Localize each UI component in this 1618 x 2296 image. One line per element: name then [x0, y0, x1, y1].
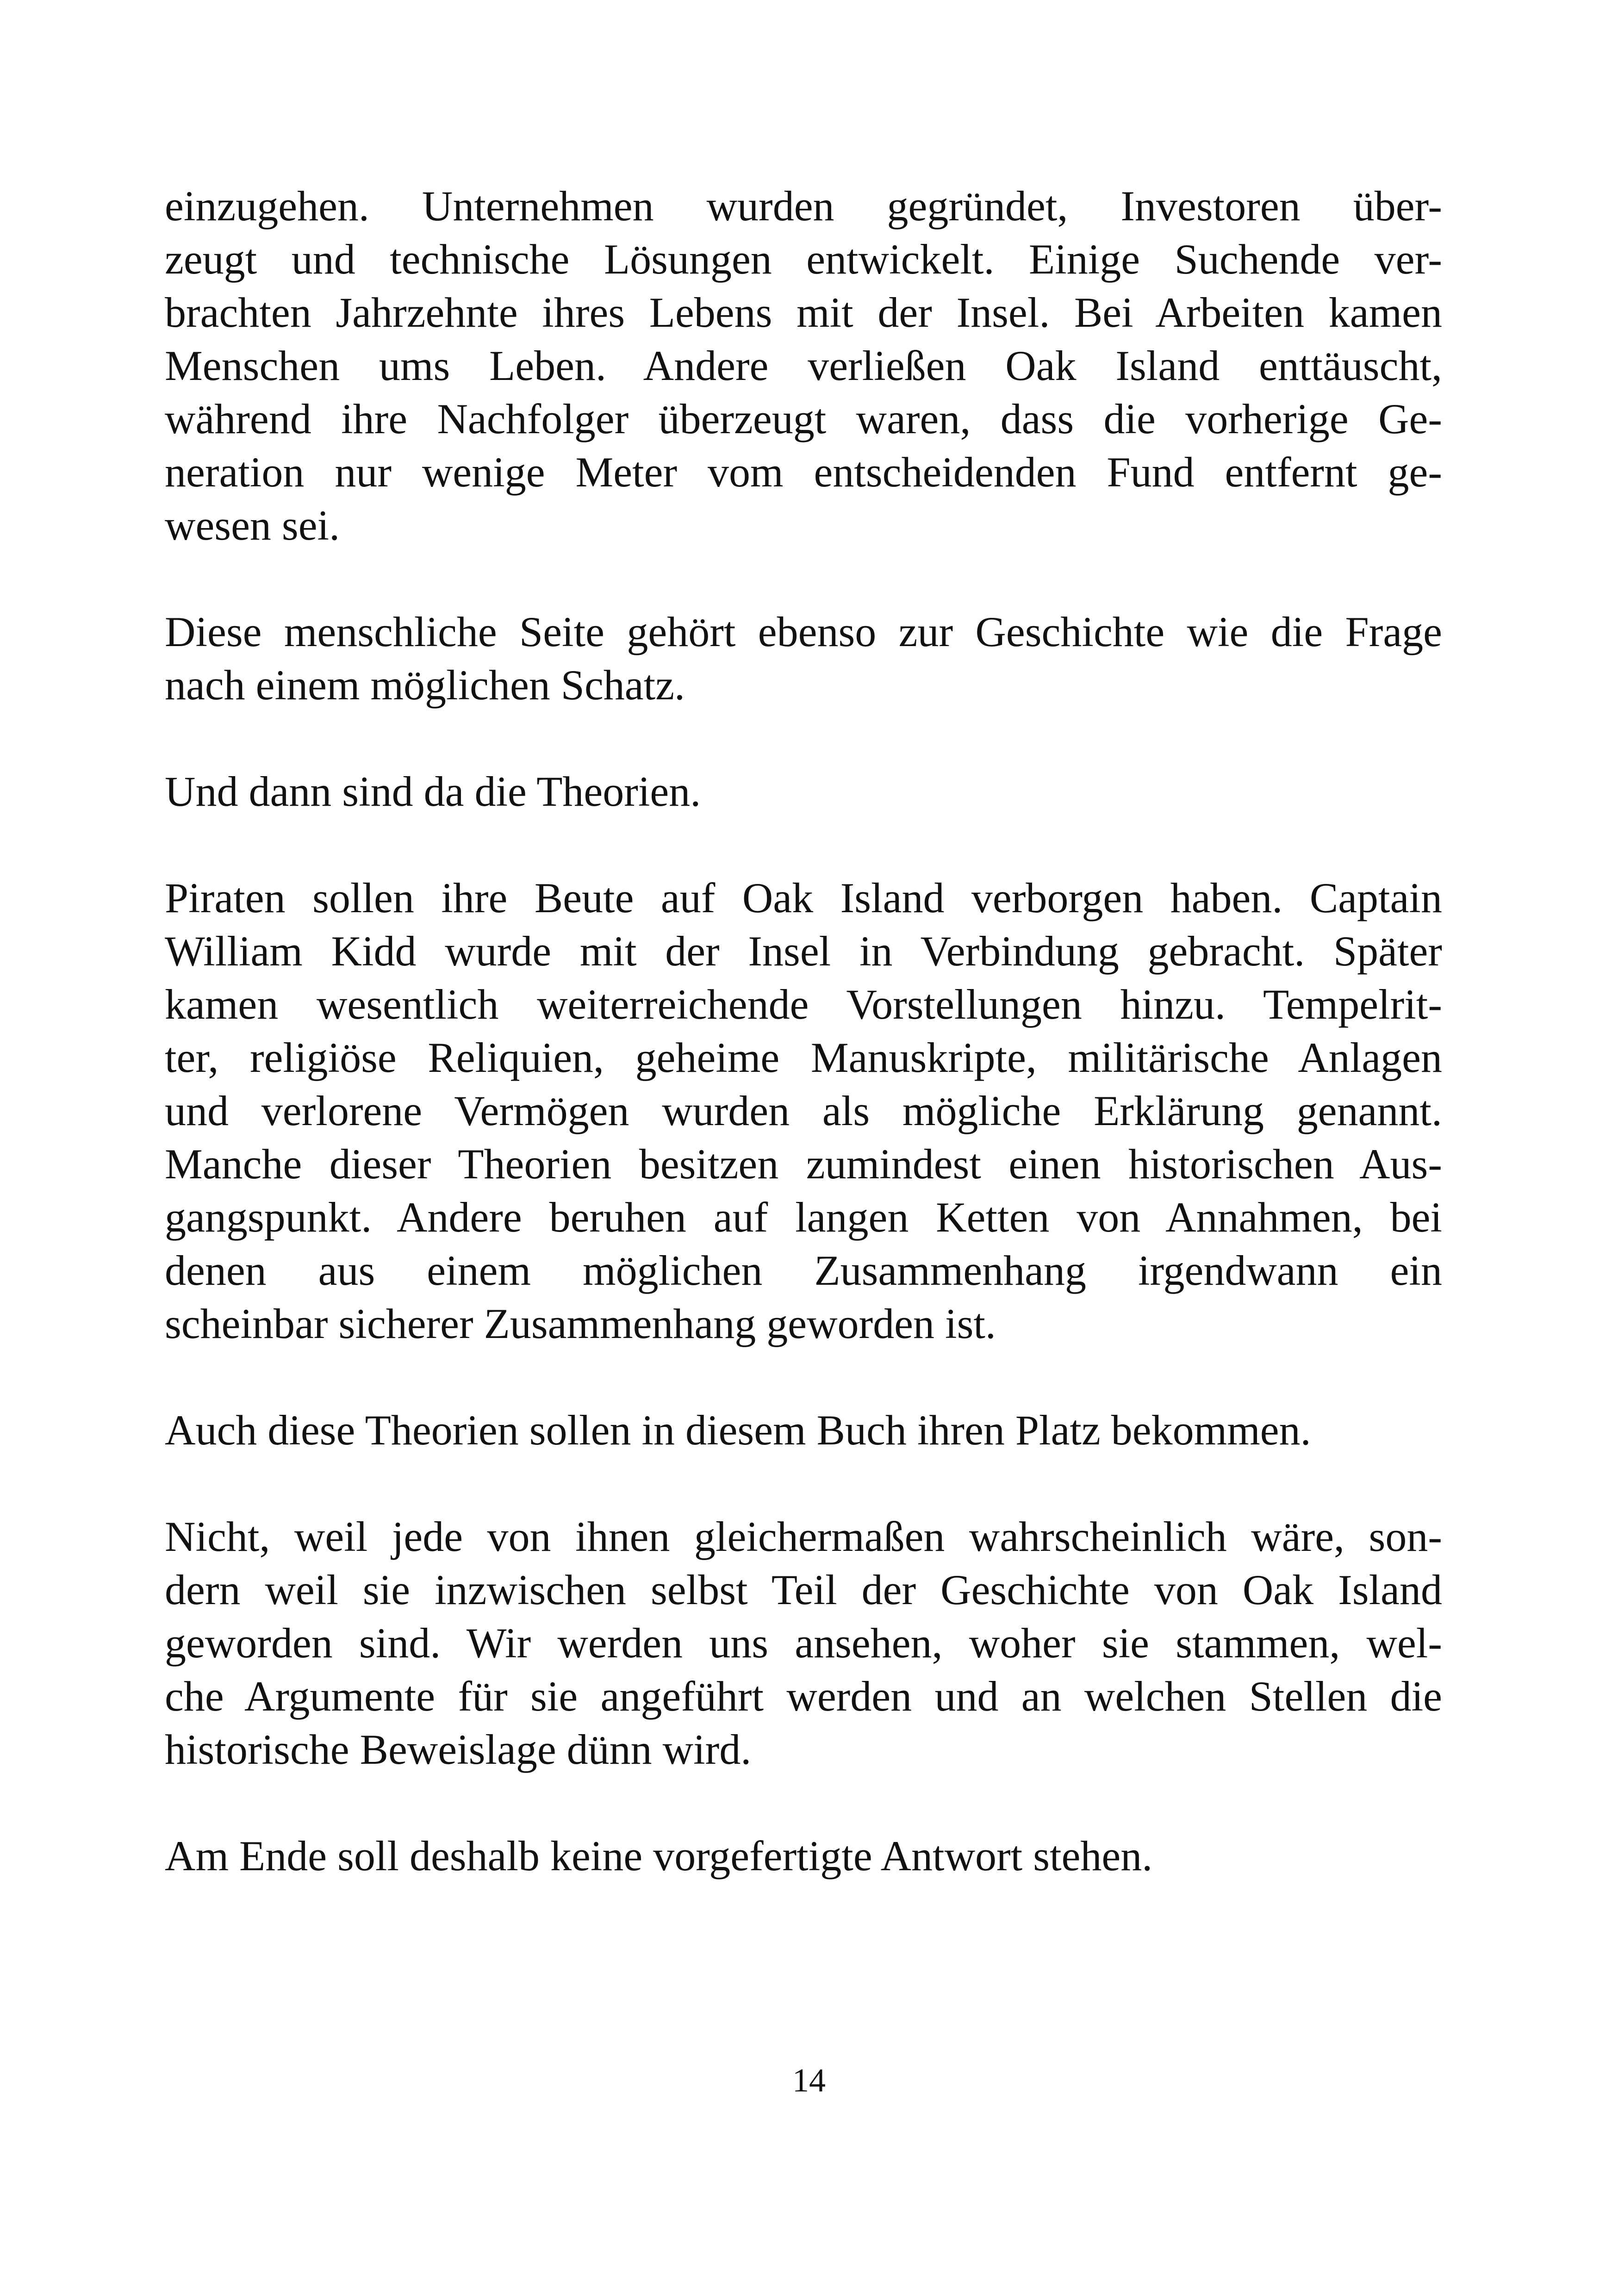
- text-line: Am Ende soll deshalb keine vorgefertigte Antwort stehen.: [165, 1832, 1153, 1879]
- text-line: che Argumente für sie angeführt werden und an welchen Stellen die: [165, 1673, 1442, 1720]
- paragraph-5: [165, 1404, 1442, 1457]
- text-line: einzugehen. Unternehmen wurden gegründet, Investoren über-: [165, 182, 1442, 230]
- paragraph-4: [165, 871, 1442, 1350]
- text-line: geworden sind. Wir werden uns ansehen, woher sie stammen, wel-: [165, 1619, 1442, 1667]
- body-text: [165, 180, 1442, 1883]
- text-line: William Kidd wurde mit der Insel in Verbindung gebracht. Später: [165, 927, 1442, 975]
- text-line: historische Beweislage dünn wird.: [165, 1726, 752, 1773]
- text-line: gangspunkt. Andere beruhen auf langen Ketten von Annahmen, bei: [165, 1194, 1442, 1241]
- text-line: nach einem möglichen Schatz.: [165, 661, 685, 709]
- paragraph-1: [165, 180, 1442, 552]
- text-line: neration nur wenige Meter vom entscheidenden Fund entfernt ge-: [165, 448, 1442, 496]
- text-line: dern weil sie inzwischen selbst Teil der Geschichte von Oak Island: [165, 1566, 1442, 1613]
- text-line: Nicht, weil jede von ihnen gleichermaßen wahrscheinlich wäre, son-: [165, 1513, 1442, 1560]
- text-line: scheinbar sicherer Zusammenhang geworden ist.: [165, 1300, 996, 1347]
- text-line: Menschen ums Leben. Andere verließen Oak Island enttäuscht,: [165, 342, 1442, 389]
- paragraph-2: [165, 605, 1442, 712]
- text-line: ter, religiöse Reliquien, geheime Manuskripte, militärische Anlagen: [165, 1034, 1442, 1081]
- text-line: wesen sei.: [165, 502, 340, 549]
- text-line: Auch diese Theorien sollen in diesem Buch ihren Platz bekommen.: [165, 1406, 1311, 1454]
- paragraph-6: [165, 1510, 1442, 1776]
- paragraph-7: [165, 1829, 1442, 1883]
- page-number: 14: [792, 2062, 826, 2099]
- paragraph-3: [165, 765, 1442, 818]
- text-line: Diese menschliche Seite gehört ebenso zur Geschichte wie die Frage: [165, 608, 1442, 655]
- text-line: zeugt und technische Lösungen entwickelt. Einige Suchende ver-: [165, 236, 1442, 283]
- text-line: Und dann sind da die Theorien.: [165, 768, 701, 815]
- text-line: und verlorene Vermögen wurden als mögliche Erklärung genannt.: [165, 1087, 1442, 1134]
- text-line: brachten Jahrzehnte ihres Lebens mit der Insel. Bei Arbeiten kamen: [165, 289, 1442, 336]
- text-line: Manche dieser Theorien besitzen zumindest einen historischen Aus-: [165, 1140, 1442, 1188]
- text-line: Piraten sollen ihre Beute auf Oak Island verborgen haben. Captain: [165, 874, 1442, 921]
- text-line: kamen wesentlich weiterreichende Vorstellungen hinzu. Tempelrit-: [165, 981, 1442, 1028]
- text-line: denen aus einem möglichen Zusammenhang irgendwann ein: [165, 1247, 1442, 1294]
- text-line: während ihre Nachfolger überzeugt waren, dass die vorherige Ge-: [165, 395, 1442, 442]
